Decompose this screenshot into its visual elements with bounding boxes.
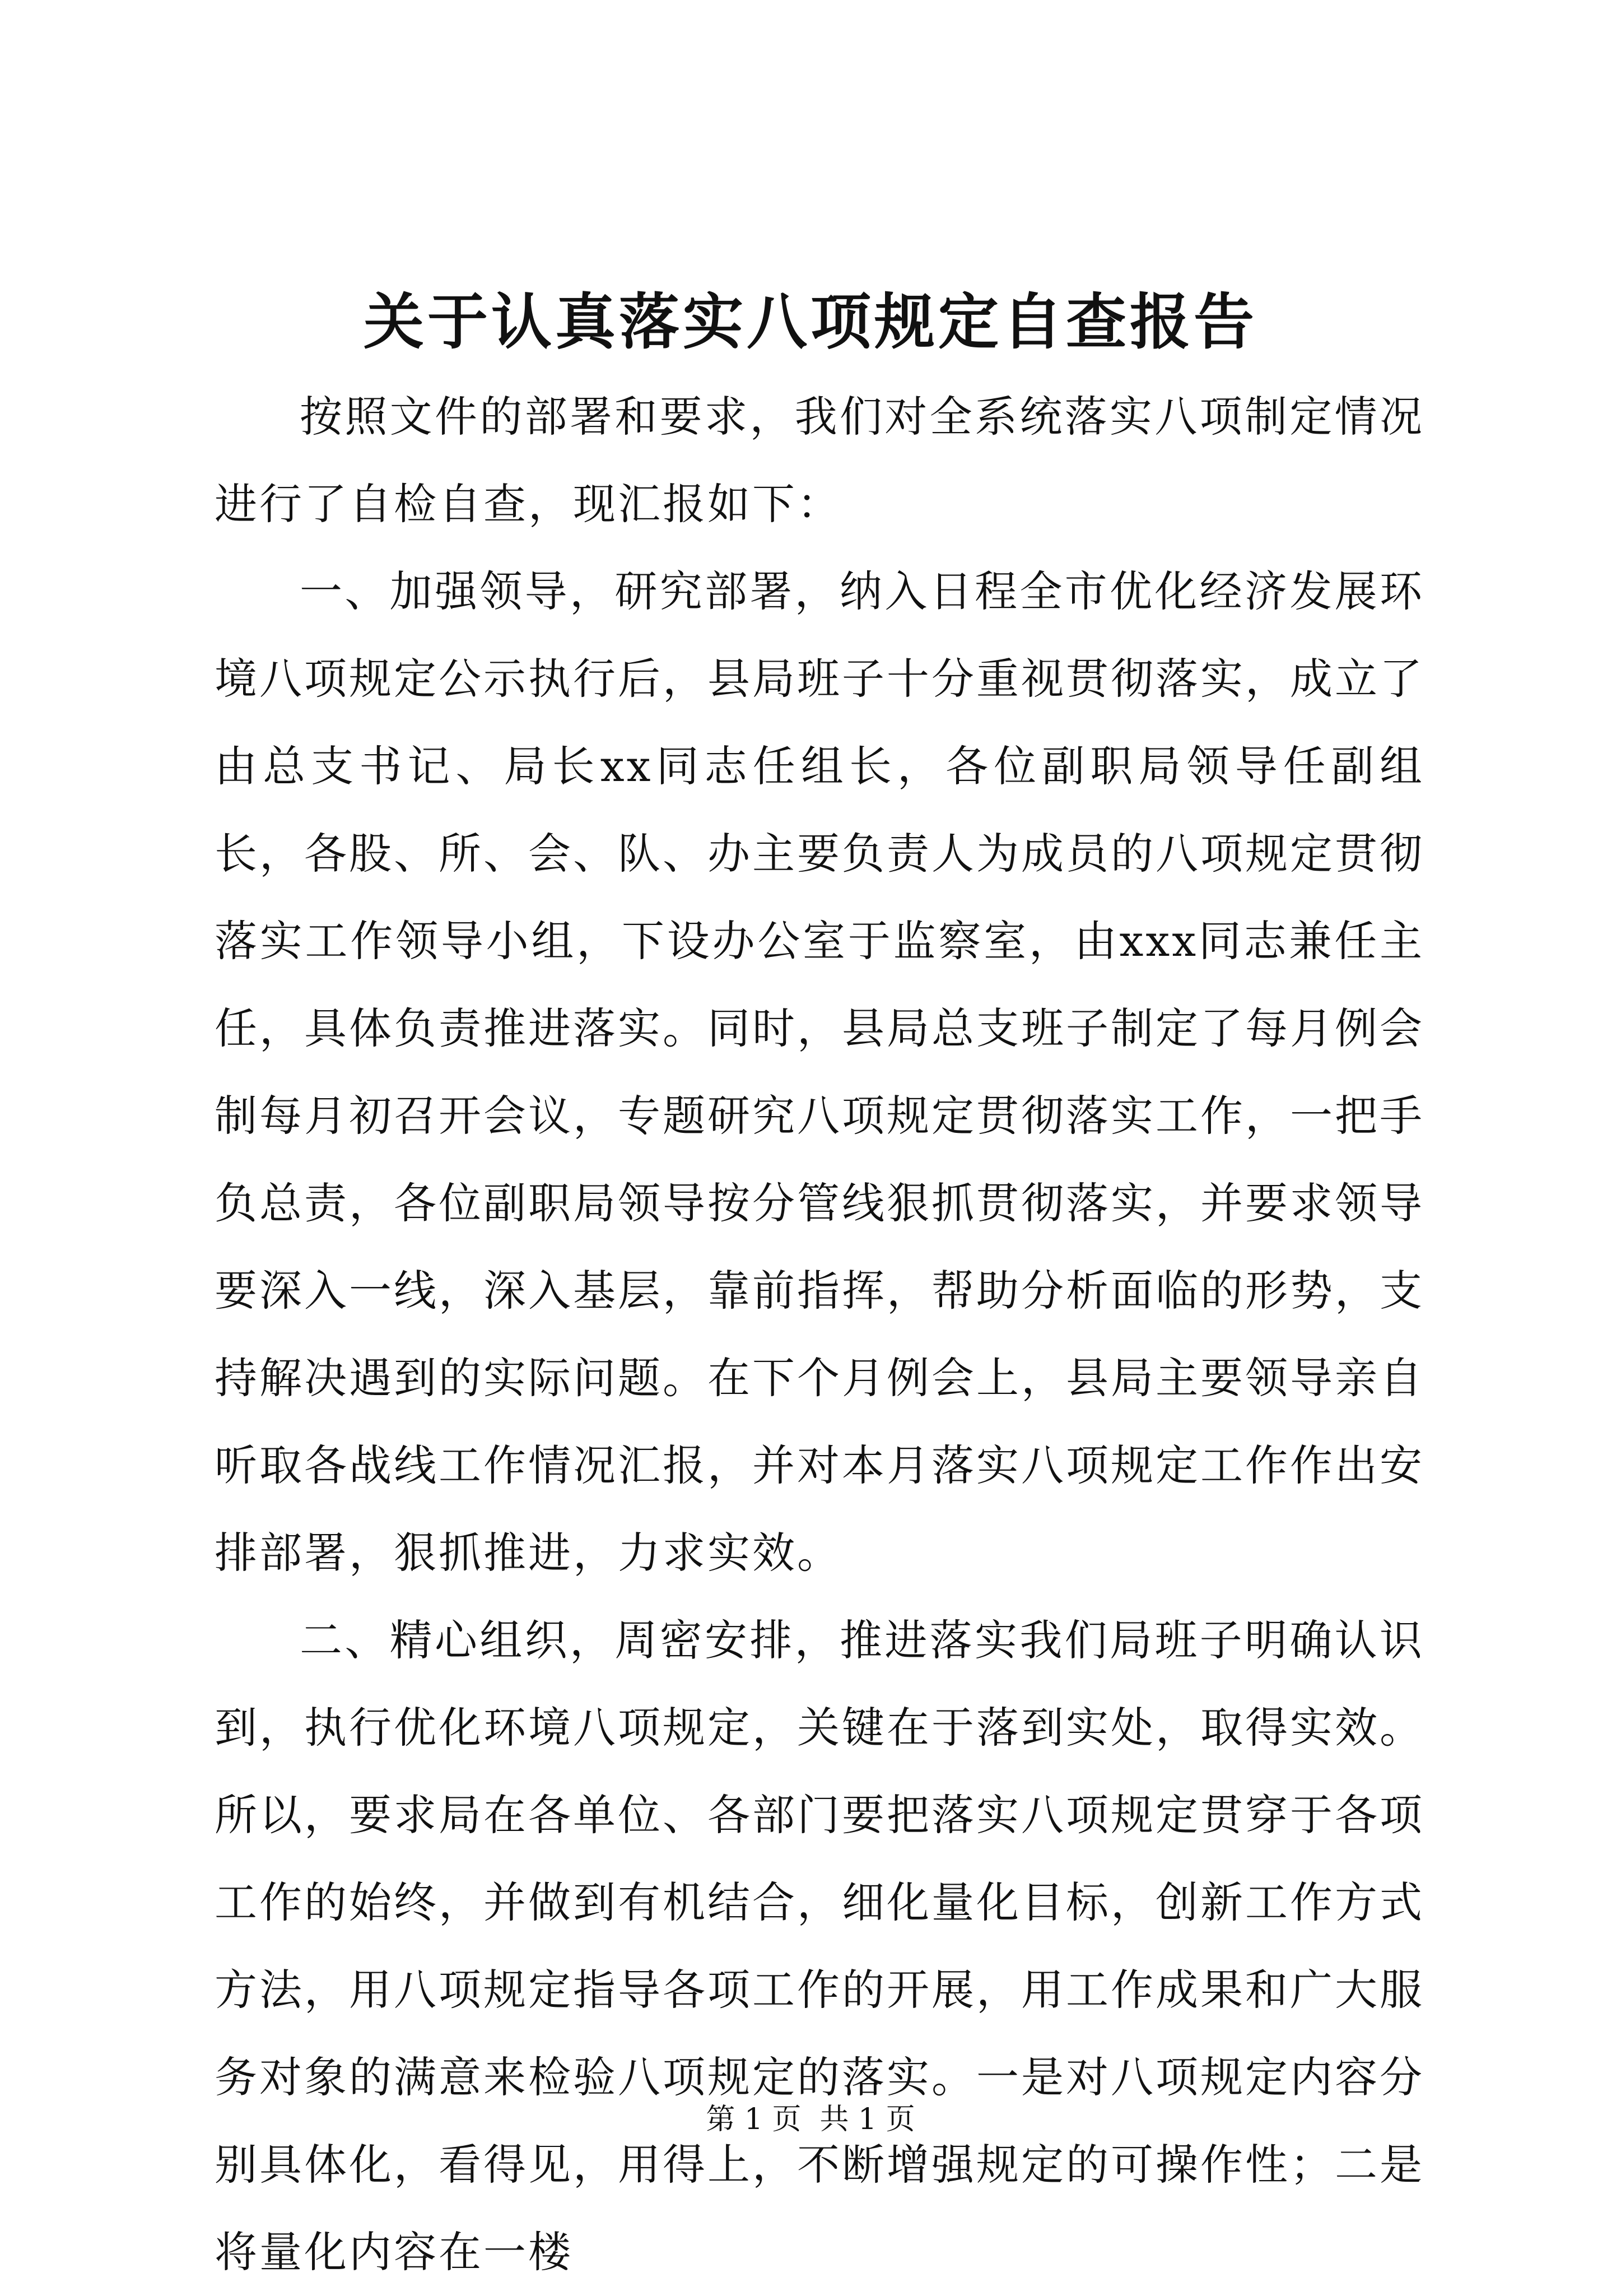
page-footer xyxy=(0,2100,1621,2139)
paragraph-section-two: 二、精心组织，周密安排，推进落实我们局班子明确认识到，执行优化环境八项规定，关键在于落到实处，取得实效。所以，要求局在各单位、各部门要把落实八项规定贯穿于各项工作的始终，并做到有机结合，细化量化目标，创新工作方式方法，用八项规定指导各项工作的开展，用工作成果和广大服务对象的满意来检验八项规定的落实。一是对八项规定内容分别具体化，看得见，用得上，不断增强规定的可操作性；二是将量化内容在一楼 xyxy=(215,1615,1424,2277)
document-title: 关于认真落实八项规定自查报告 xyxy=(363,287,1257,357)
paragraph-section-one: 一、加强领导，研究部署，纳入日程全市优化经济发展环境八项规定公示执行后，县局班子十分重视贯彻落实，成立了由总支书记、局长xx同志任组长，各位副职局领导任副组长，各股、所、会、队、办主要负责人为成员的八项规定贯彻落实工作领导小组，下设办公室于监察室，由xxx同志兼任主任，具体负责推进落实。同时，县局总支班子制定了每月例会制每月初召开会议，专题研究八项规定贯彻落实工作，一把手负总责，各位副职局领导按分管线狠抓贯彻落实，并要求领导要深入一线，深入基层，靠前指挥，帮助分析面临的形势，支持解决遇到的实际问题。在下个月例会上，县局主要领导亲自听取各战线工作情况汇报，并对本月落实八项规定工作作出安排部署，狠抓推进，力求实效。 xyxy=(215,566,1424,1578)
document-body xyxy=(215,373,1424,2296)
page-number-label: 第 1 页 共 1 页 xyxy=(706,2103,915,2136)
paragraph-intro: 按照文件的部署和要求，我们对全系统落实八项制定情况进行了自检自查，现汇报如下： xyxy=(215,392,1424,529)
